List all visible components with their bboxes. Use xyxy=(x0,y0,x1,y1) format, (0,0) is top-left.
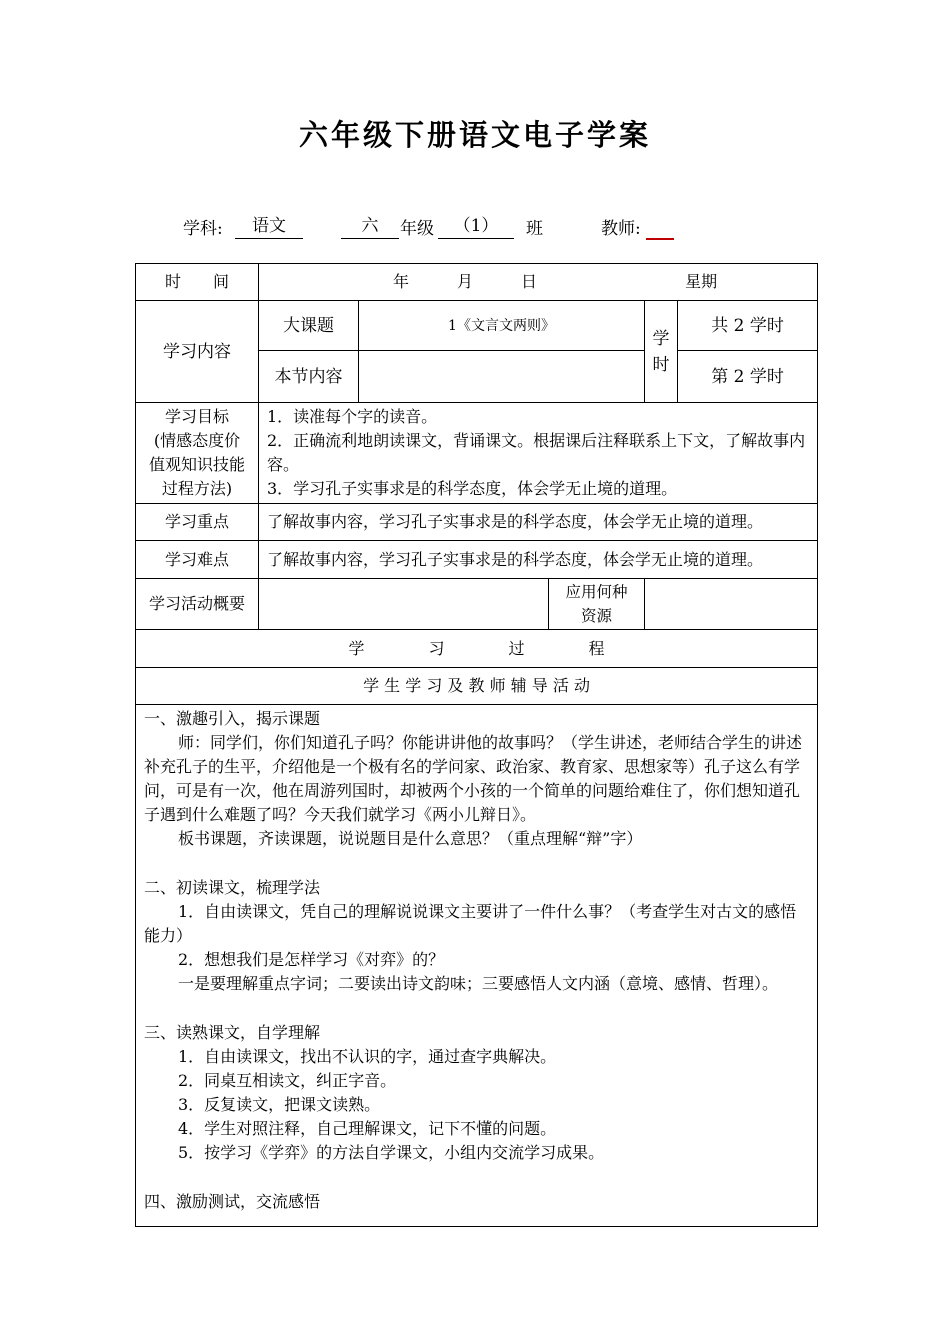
list-item: 4．学生对照注释，自己理解课文，记下不懂的问题。 xyxy=(178,1119,557,1138)
goals-cell[interactable] xyxy=(259,403,818,504)
resource-label-1: 应用何种 xyxy=(565,583,628,601)
hours-label-2: 时 xyxy=(652,354,670,375)
activity-header: 学 生 学 习 及 教 师 辅 导 活 动 xyxy=(136,668,818,705)
big-topic-label: 大课题 xyxy=(259,301,359,351)
section-label: 本节内容 xyxy=(259,351,359,403)
goal-item: 2．正确流利地朗读课文，背诵课文。根据课后注释联系上下文，了解故事内容。 xyxy=(267,431,806,474)
paragraph: 2．想想我们是怎样学习《对弈》的？ xyxy=(178,950,445,969)
hours-label xyxy=(645,301,678,403)
teacher-label: 教师: xyxy=(601,219,641,239)
class-value: （1） xyxy=(453,216,499,236)
goal-item: 3．学习孔子实事求是的科学态度，体会学无止境的道理。 xyxy=(267,479,678,498)
grade-value: 六 xyxy=(361,216,379,236)
date-cell[interactable] xyxy=(259,264,818,301)
resource-value[interactable] xyxy=(645,579,818,630)
difficulty-value[interactable]: 了解故事内容，学习孔子实事求是的科学态度，体会学无止境的道理。 xyxy=(259,541,818,579)
hours-label-1: 学 xyxy=(652,328,670,349)
list-item: 2．同桌互相读文，纠正字音。 xyxy=(178,1071,397,1090)
list-item: 5．按学习《学弈》的方法自学课文，小组内交流学习成果。 xyxy=(178,1143,605,1162)
list-item: 1．自由读课文，找出不认识的字，通过查字典解决。 xyxy=(178,1047,557,1066)
lesson-plan-table xyxy=(135,263,818,1227)
date-text: 年 月 日 xyxy=(392,272,537,291)
paragraph: 板书课题，齐读课题，说说题目是什么意思？（重点理解“辩”字） xyxy=(178,829,643,848)
activity-label: 学习活动概要 xyxy=(136,579,259,630)
list-item: 3．反复读文，把课文读熟。 xyxy=(178,1095,381,1114)
total-hours[interactable]: 共 2 学时 xyxy=(678,301,818,351)
difficulty-label: 学习难点 xyxy=(136,541,259,579)
activity-value[interactable] xyxy=(259,579,549,630)
focus-value[interactable]: 了解故事内容，学习孔子实事求是的科学态度，体会学无止境的道理。 xyxy=(259,504,818,541)
time-label: 时 间 xyxy=(136,264,259,301)
class-label: 班 xyxy=(526,219,543,239)
resource-label-2: 资源 xyxy=(580,607,612,625)
process-header: 学 习 过 程 xyxy=(136,630,818,668)
teacher-field[interactable] xyxy=(646,214,674,240)
section-heading: 三、读熟课文，自学理解 xyxy=(144,1023,321,1042)
class-field[interactable] xyxy=(438,214,514,239)
goals-label-line: 过程方法) xyxy=(161,479,233,498)
section-value[interactable] xyxy=(359,351,645,403)
subject-label: 学科: xyxy=(183,219,223,239)
process-body[interactable] xyxy=(136,705,818,1227)
grade-field[interactable] xyxy=(341,214,399,239)
grade-label: 年级 xyxy=(400,219,434,239)
paragraph: 师：同学们，你们知道孔子吗？你能讲讲他的故事吗？（学生讲述，老师结合学生的讲述补充孔子的生平，介绍他是一个极有名的学问家、政治家、教育家、思想家等）孔子这么有学问，可是有一次，他在周游列国时，却被两个小孩的一个简单的问题给难住了，你们想知道孔子遇到什么难题了吗？今天我们就学习《两小儿辩日》。 xyxy=(144,733,803,824)
week-label: 星期 xyxy=(685,272,718,291)
current-hours[interactable]: 第 2 学时 xyxy=(678,351,818,403)
section-heading: 一、激趣引入，揭示课题 xyxy=(144,709,321,728)
goal-item: 1．读准每个字的读音。 xyxy=(267,407,438,426)
subject-value: 语文 xyxy=(252,216,286,236)
goals-label-line: 值观知识技能 xyxy=(148,455,245,474)
document-title: 六年级下册语文电子学案 xyxy=(298,118,651,152)
big-topic-value[interactable]: 1《文言文两则》 xyxy=(359,301,645,351)
resource-label xyxy=(549,579,645,630)
section-heading: 二、初读课文，梳理学法 xyxy=(144,878,321,897)
goals-label-line: 学习目标 xyxy=(164,407,229,426)
goals-label-line: (情感态度价 xyxy=(153,431,241,450)
focus-label: 学习重点 xyxy=(136,504,259,541)
content-label: 学习内容 xyxy=(136,301,259,403)
subject-field[interactable] xyxy=(235,214,303,239)
goals-label xyxy=(136,403,259,504)
section-heading: 四、激励测试，交流感悟 xyxy=(144,1192,321,1211)
paragraph: 1．自由读课文，凭自己的理解说说课文主要讲了一件什么事？（考查学生对古文的感悟能力） xyxy=(144,902,797,945)
paragraph: 一是要理解重点字词；二要读出诗文韵味；三要感悟人文内涵（意境、感情、哲理）。 xyxy=(178,974,779,993)
